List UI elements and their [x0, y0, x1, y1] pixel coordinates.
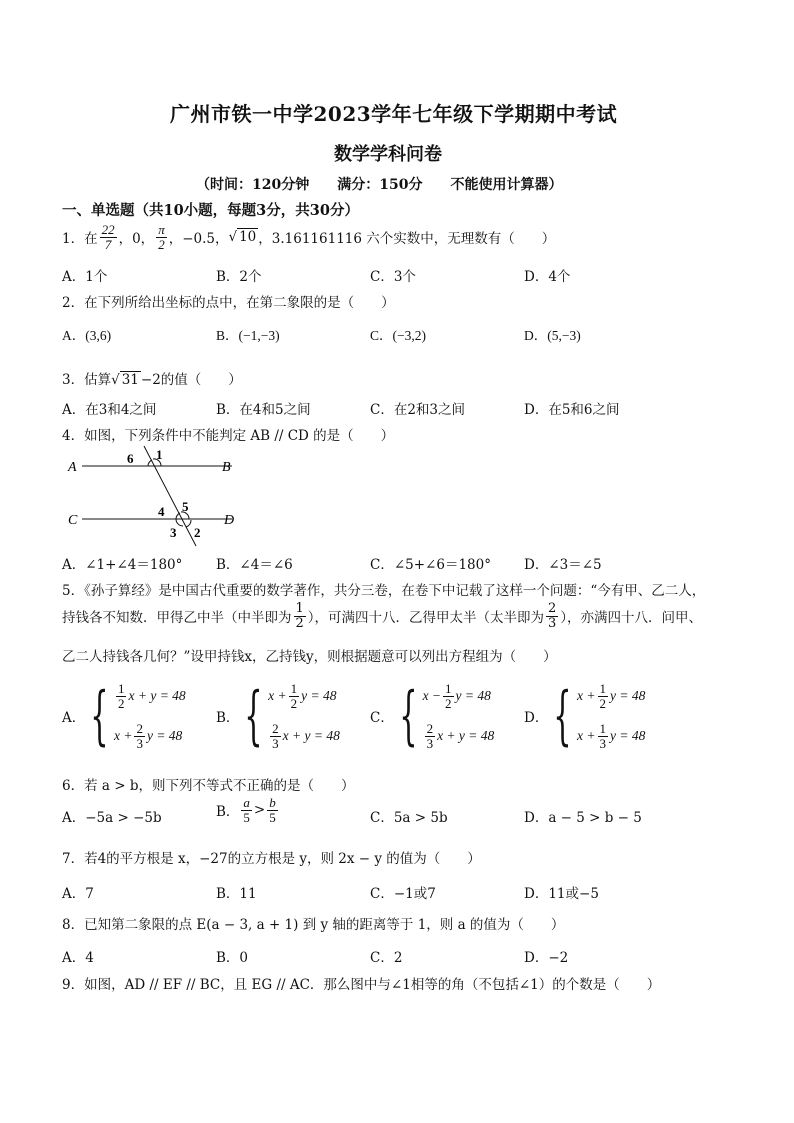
q5-option-c	[370, 676, 494, 756]
q3-option-d: D．在5和6之间	[524, 402, 620, 418]
angle-5-label: 5	[182, 499, 189, 514]
q1-sqrt-10: √ 10	[228, 229, 257, 246]
q1-fraction-22-7: $\frac{22}{7}$	[101, 222, 115, 252]
question-3-stem	[62, 368, 242, 388]
q2-option-d: D．(5,−3)	[524, 328, 581, 343]
q7-option-d: D．11或−5	[524, 886, 599, 902]
exam-title: 广州市铁一中学2023学年七年级下学期期中考试	[170, 102, 618, 126]
question-6-stem: 6．若 a > b，则下列不等式不正确的是（ ）	[62, 778, 355, 794]
q1-option-b: B．2个	[216, 269, 262, 285]
q3-option-b: B．在4和5之间	[216, 402, 311, 418]
point-d-label: D	[224, 513, 235, 528]
q5-line2-post: ），亦满四十八．问甲、	[560, 610, 703, 627]
q2-option-c: C．(−3,2)	[370, 328, 426, 343]
q1-fraction-pi-2: $\frac{\pi}{2}$	[158, 222, 165, 252]
q3-sqrt-31: √ 31	[111, 372, 139, 388]
q7-option-b: B．11	[216, 886, 257, 902]
q5-system-b: { x + $\frac{1}{2}$ y = 48 $\frac{2}{3}$ x + y = 48	[244, 679, 340, 753]
q8-option-b: B．0	[216, 950, 249, 966]
q6-option-a: A．−5a > −5b	[62, 810, 162, 826]
q5-option-b-letter: B．	[216, 710, 240, 726]
angle-1-label: 1	[156, 447, 163, 462]
q5-option-d	[524, 676, 645, 756]
q5-system-d: { x + $\frac{1}{2}$ y = 48 x + $\frac{1}{3}$ y = 48	[553, 679, 646, 753]
q6-option-b-letter: B．	[216, 804, 240, 821]
q4-option-b: B．∠4＝∠6	[216, 557, 293, 573]
q3-post: −2的值（ ）	[140, 372, 242, 388]
question-1-stem	[62, 223, 555, 251]
q4-parallel-lines-figure	[60, 444, 250, 548]
q1-option-a: A．1个	[62, 269, 108, 285]
q3-option-c: C．在2和3之间	[370, 402, 466, 418]
q3-option-a: A．在3和4之间	[62, 402, 157, 418]
q5-option-d-letter: D．	[524, 710, 549, 726]
question-4-stem: 4．如图，下列条件中不能判定 AB // CD 的是（ ）	[62, 428, 395, 444]
point-c-label: C	[68, 513, 78, 528]
question-5-line-2	[62, 602, 702, 630]
angle-3-label: 3	[170, 525, 177, 540]
q1-separator-2: ，−0.5，	[168, 231, 229, 248]
q7-option-c: C．−1或7	[370, 886, 436, 902]
q8-option-d: D．−2	[524, 950, 569, 966]
q1-option-c: C．3个	[370, 269, 416, 285]
question-7-stem: 7．若4的平方根是 x，−27的立方根是 y，则 2x − y 的值为（ ）	[62, 851, 481, 867]
question-5-line-3: 乙二人持钱各几何？”设甲持钱x，乙持钱y，则根据题意可以列出方程组为（ ）	[62, 649, 557, 665]
q1-option-d: D．4个	[524, 269, 571, 285]
q2-option-a: A．(3,6)	[62, 328, 112, 343]
q4-option-c: C．∠5+∠6＝180°	[370, 557, 491, 573]
question-2-stem: 2．在下列所给出坐标的点中，在第二象限的是（ ）	[62, 295, 395, 311]
question-9-stem: 9．如图，AD // EF // BC，且 EG // AC．那么图中与∠1相等的角（不包括∠1）的个数是（ ）	[62, 977, 661, 993]
q6-option-b	[216, 796, 280, 824]
q2-option-b: B．(−1,−3)	[216, 328, 280, 343]
q4-option-d: D．∠3＝∠5	[524, 557, 602, 573]
q8-option-a: A．4	[62, 950, 94, 966]
q6-fraction-b-5: $\frac{b}{5}$	[269, 795, 276, 825]
q3-pre: 3．估算	[62, 372, 112, 388]
q7-option-a: A．7	[62, 886, 94, 902]
q1-separator-1: ，0，	[118, 231, 155, 248]
q5-fraction-two-thirds: $\frac{2}{3}$	[548, 601, 557, 631]
angle-2-arc	[186, 520, 191, 527]
angle-6-label: 6	[127, 451, 134, 466]
q8-option-c: C．2	[370, 950, 403, 966]
q4-option-a: A．∠1+∠4＝180°	[62, 557, 183, 573]
q5-option-b	[216, 676, 340, 756]
q5-line2-pre: 持钱各不知数．甲得乙中半（中半即为	[62, 610, 292, 627]
exam-subtitle: 数学学科问卷	[334, 144, 442, 165]
q5-option-c-letter: C．	[370, 710, 394, 726]
point-a-label: A	[68, 460, 77, 475]
q6-fraction-a-5: $\frac{a}{5}$	[243, 795, 250, 825]
q6-greater-sign: >	[253, 802, 266, 819]
question-8-stem: 8．已知第二象限的点 E(a − 3, a + 1) 到 y 轴的距离等于 1，则 a 的值为（ ）	[62, 917, 565, 933]
angle-4-label: 4	[158, 504, 165, 519]
exam-info: （时间：120分钟 满分：150分 不能使用计算器）	[196, 177, 563, 193]
q5-system-c: { x − $\frac{1}{2}$ y = 48 $\frac{2}{3}$ x + y = 48	[399, 679, 495, 753]
q5-option-a	[62, 676, 186, 756]
question-5-line-1: 5．《孙子算经》是中国古代重要的数学著作，共分三卷，在卷下中记载了这样一个问题：“今有甲、乙二人，	[62, 583, 706, 599]
q1-number: 1．在	[62, 231, 98, 248]
angle-2-label: 2	[194, 525, 201, 540]
q5-system-a: { $\frac{1}{2}$ x + y = 48 x + $\frac{2}{3}$ y = 48	[90, 679, 186, 753]
q5-line2-mid: ），可满四十八．乙得甲太半（太半即为	[307, 610, 545, 627]
q6-option-d: D．a − 5 > b − 5	[524, 810, 642, 826]
q6-option-c: C．5a > 5b	[370, 810, 448, 826]
q1-tail: ，3.161161116 六个实数中，无理数有（ ）	[258, 231, 556, 248]
q5-fraction-half: $\frac{1}{2}$	[295, 601, 304, 631]
q5-option-a-letter: A．	[62, 710, 86, 726]
section-heading: 一、单选题（共10小题，每题3分，共30分）	[62, 202, 359, 219]
point-b-label: B	[222, 460, 231, 475]
